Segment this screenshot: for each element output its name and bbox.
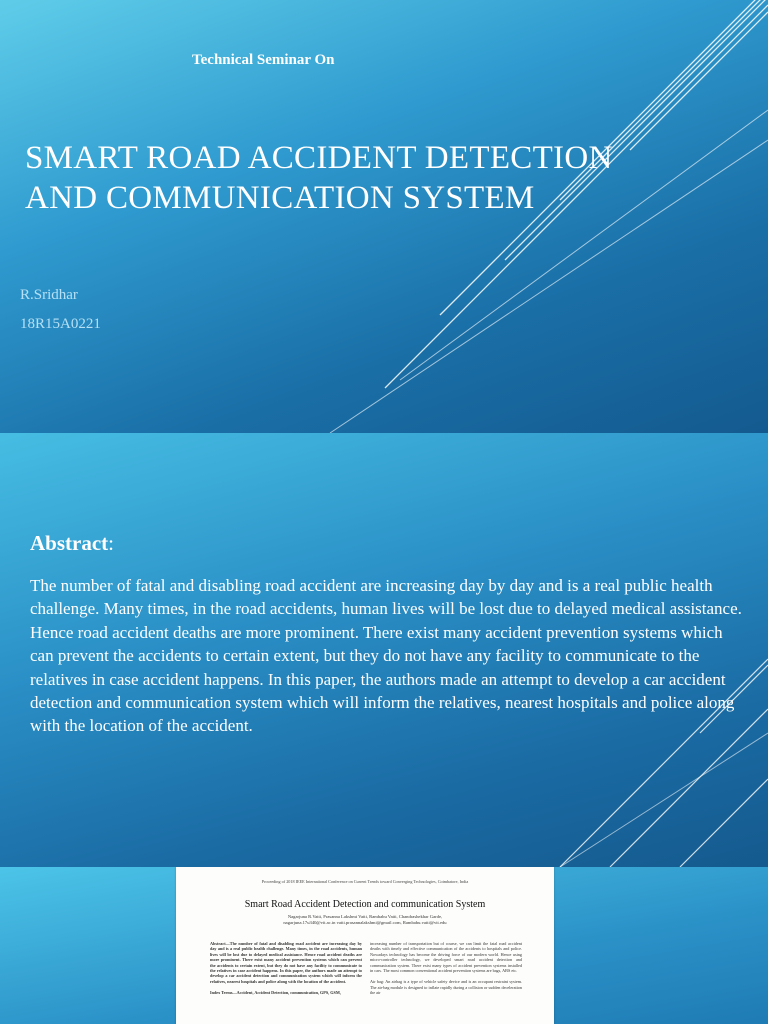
paper-index-terms: Index Terms—Accident, Accident Detection, communication, GPS, GSM,: [210, 990, 341, 996]
paper-left-column: [210, 941, 362, 996]
abstract-heading-colon: :: [108, 531, 114, 555]
paper-right-column: [370, 941, 522, 996]
paper-image: [176, 867, 554, 1024]
paper-paragraph-2: Air bag: An airbag is a type of vehicle safety device and is an occupant restraint system. The air-bag module is designed to inflate rapidly during a collision or sudden deceleration the air: [370, 979, 522, 996]
paper-author-emails: nagarjuna.17u340@vit.ac.in vatti.prasannalakshmi@gmail.com, Rambabu.vatti@vit.edu: [283, 920, 447, 925]
abstract-slide: [0, 433, 768, 867]
paper-slide: [0, 867, 768, 1024]
slide-title: [25, 138, 725, 218]
paper-conference: Proceeding of 2018 IEEE International Conference on Current Trends toward Converging Technologies, Coimbatore, India: [261, 879, 469, 884]
title-line-2: AND COMMUNICATION SYSTEM: [25, 180, 535, 216]
abstract-heading-text: Abstract: [30, 531, 109, 555]
abstract-heading: [30, 531, 114, 556]
author-roll-number: 18R15A0221: [20, 316, 101, 332]
paper-authors: [176, 914, 554, 926]
title-slide: [0, 0, 768, 433]
paper-author-names: Nagarjuna R.Vatti, Prasanna Lakshmi Vatti, Rambabu Vatti, Chandrashekhar Garde,: [287, 914, 443, 919]
author-name: R.Sridhar: [20, 287, 78, 303]
title-line-1: SMART ROAD ACCIDENT DETECTION: [25, 140, 613, 176]
paper-paragraph-1: increasing number of transportation but of course, we can limit the fatal road accident deaths with timely and effective communication of the accidents to hospitals and police. Nowadays technology has become the driving force of our modern world. Hence using micro-controller technology, we developed smart road accident detection and communication system. There exist many types of accident prevention systems installed in cars. The most common conventional accident prevention systems are bags, ABS etc.: [370, 941, 522, 974]
paper-title: Smart Road Accident Detection and communication System: [244, 899, 486, 910]
slide-subtitle: Technical Seminar On: [192, 52, 335, 68]
abstract-body: The number of fatal and disabling road accident are increasing day by day and is a real public health challenge. Many times, in the road accidents, human lives will be lost due to delayed medical assistance. Hence road accident deaths are more prominent. There exist many accident prevention systems which can prevent the accidents to certain extent, but they do not have any facility to communicate to the relatives in case accident happens. In this paper, the authors made an attempt to develop a car accident detection and communication system which will inform the relatives, nearest hospitals and police along with the location of the accident.: [30, 576, 742, 736]
paper-abstract: Abstract—The number of fatal and disabling road accident are increasing day by day and is a real public health challenge. Many times, in the road accidents, human lives will be lost due to delayed medical assistance. Hence road accident deaths are more prominent. There exist many accident prevention systems which can prevent the accidents to certain extent, but they do not have any facility to communicate to the relatives in case accident happens. In this paper, the authors made an attempt to develop a car accident detection and communication system which will inform the relatives, nearest hospitals and police along with the location of the accident.: [210, 941, 362, 984]
